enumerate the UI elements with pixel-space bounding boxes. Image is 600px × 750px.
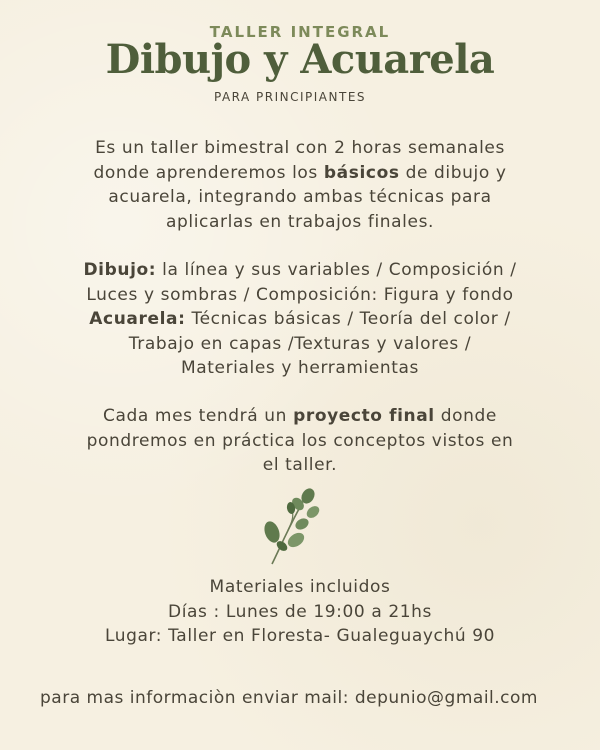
dibujo-line: Luces y sombras / Composición: Figura y fondo	[86, 284, 514, 305]
days-line: Días : Lunes de 19:00 a 21hs	[168, 601, 432, 622]
intro-text: donde aprenderemos los	[93, 162, 324, 183]
details-paragraph	[30, 575, 570, 649]
intro-line	[30, 161, 570, 186]
project-paragraph	[30, 404, 570, 478]
poster-title: Dibujo y Acuarela	[105, 36, 495, 83]
acuarela-text: Técnicas básicas / Teoría del color /	[185, 309, 511, 329]
dibujo-label: Dibujo:	[83, 260, 157, 280]
intro-text: de dibujo y	[399, 162, 507, 183]
acuarela-line: Trabajo en capas /Texturas y valores /	[128, 333, 472, 354]
acuarela-line	[30, 307, 570, 332]
intro-line: Es un taller bimestral con 2 horas semanales	[95, 138, 505, 158]
project-emphasis: proyecto final	[293, 406, 435, 426]
intro-paragraph	[30, 136, 570, 234]
contact-footer: para mas informaciòn enviar mail: depunio@gmail.com	[40, 688, 538, 708]
project-line: pondremos en práctica los conceptos vistos en	[86, 430, 514, 451]
poster-subtitle: PARA PRINCIPIANTES	[213, 90, 367, 104]
intro-line: aplicarlas en trabajos finales.	[165, 211, 435, 232]
intro-line: acuarela, integrando ambas técnicas para	[108, 187, 492, 207]
acuarela-label: Acuarela:	[89, 309, 186, 329]
materials-line: Materiales incluidos	[209, 577, 391, 597]
project-line	[30, 404, 570, 429]
dibujo-line	[30, 258, 570, 283]
project-line: el taller.	[262, 455, 338, 475]
contents-paragraph	[30, 258, 570, 381]
eyebrow-text: TALLER INTEGRAL	[209, 23, 391, 41]
intro-emphasis: básicos	[323, 162, 400, 183]
project-text: donde	[434, 406, 497, 426]
dibujo-text: la línea y sus variables / Composición /	[156, 260, 517, 280]
place-line: Lugar: Taller en Floresta- Gualeguaychú 90	[104, 626, 496, 646]
acuarela-line: Materiales y herramientas	[180, 358, 420, 378]
eucalyptus-sprig-icon	[258, 488, 322, 568]
project-text: Cada mes tendrá un	[103, 406, 294, 426]
